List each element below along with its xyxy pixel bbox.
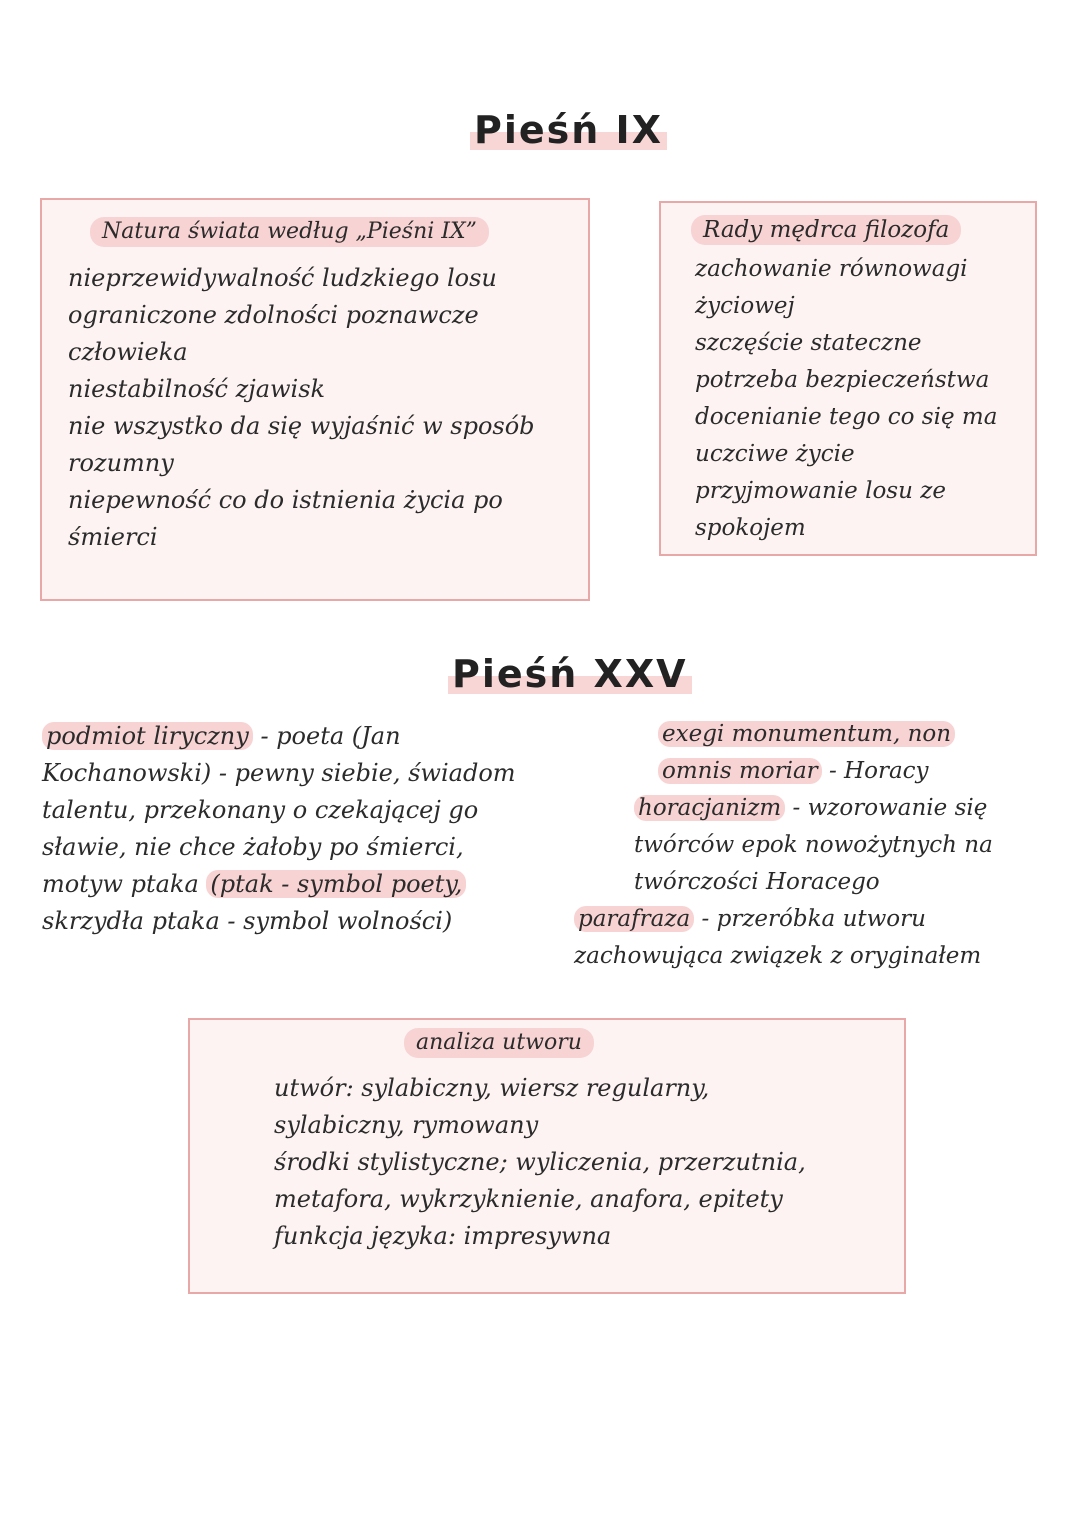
section-title-text: Pieśń IX [470, 108, 667, 152]
nature-of-world-box [40, 198, 590, 601]
note-line: sławie, nie chce żałoby po śmierci, [42, 833, 464, 861]
note-text: motyw ptaka [42, 870, 207, 898]
note-text: - przeróbka utworu [694, 906, 926, 932]
lyrical-subject-notes [42, 718, 516, 940]
list-item: nie wszystko da się wyjaśnić w sposób [68, 412, 535, 440]
list-item: środki stylistyczne; wyliczenia, przerzutnia, [274, 1148, 806, 1176]
term-lyrical-subject: podmiot liryczny [42, 722, 253, 750]
section-title-piesn-ix [470, 108, 667, 152]
note-line [574, 901, 1044, 938]
list-item: utwór: sylabiczny, wiersz regularny, [274, 1074, 710, 1102]
term-horacjanizm: horacjanizm [634, 795, 785, 821]
list-item: sylabiczny, rymowany [274, 1111, 539, 1139]
note-text: - poeta (Jan [252, 722, 401, 750]
note-text: - Horacy [821, 758, 929, 784]
list-item: potrzeba bezpieczeństwa [695, 367, 990, 393]
note-line: Kochanowski) - pewny siebie, świadom [42, 759, 516, 787]
analysis-heading: analiza utworu [404, 1028, 594, 1058]
list-item: nieprzewidywalność ludzkiego losu [68, 264, 497, 292]
sage-advice-heading: Rady mędrca filozofa [691, 215, 961, 245]
analysis-box [188, 1018, 906, 1294]
note-line [574, 790, 1044, 827]
list-item: rozumny [68, 449, 174, 477]
note-line [574, 753, 1044, 790]
list-item: spokojem [695, 515, 806, 541]
quote-exegi: exegi monumentum, non [658, 721, 955, 747]
list-item: funkcja języka: impresywna [274, 1222, 612, 1250]
list-item: zachowanie równowagi [695, 256, 968, 282]
list-item: przyjmowanie losu ze [695, 478, 946, 504]
list-item: docenianie tego co się ma [695, 404, 998, 430]
list-item: życiowej [695, 293, 795, 319]
horace-notes [574, 716, 1044, 975]
section-title-piesn-xxv [448, 652, 692, 696]
list-item: ograniczone zdolności poznawcze [68, 301, 479, 329]
note-line [42, 866, 516, 903]
sage-advice-list [695, 251, 997, 547]
list-item: uczciwe życie [695, 441, 855, 467]
analysis-list [274, 1070, 806, 1255]
sage-advice-box [659, 201, 1037, 556]
highlighted-note: (ptak - symbol poety, [206, 870, 466, 898]
note-line: talentu, przekonany o czekającej go [42, 796, 479, 824]
note-line: zachowująca związek z oryginałem [574, 943, 982, 969]
list-item: metafora, wykrzyknienie, anafora, epitety [274, 1185, 783, 1213]
nature-of-world-heading: Natura świata według „Pieśni IX” [90, 217, 489, 247]
term-parafraza: parafraza [574, 906, 694, 932]
list-item: śmierci [68, 523, 158, 551]
list-item: człowieka [68, 338, 188, 366]
section-title-text: Pieśń XXV [448, 652, 692, 696]
nature-of-world-list [68, 260, 535, 556]
quote-omnis: omnis moriar [658, 758, 822, 784]
note-line: twórców epok nowożytnych na [634, 832, 993, 858]
note-line: skrzydła ptaka - symbol wolności) [42, 907, 453, 935]
list-item: niepewność co do istnienia życia po [68, 486, 503, 514]
list-item: szczęście stateczne [695, 330, 922, 356]
note-line [574, 716, 1044, 753]
list-item: niestabilność zjawisk [68, 375, 326, 403]
note-line [42, 718, 516, 755]
note-line: twórczości Horacego [634, 869, 880, 895]
note-text: - wzorowanie się [785, 795, 988, 821]
